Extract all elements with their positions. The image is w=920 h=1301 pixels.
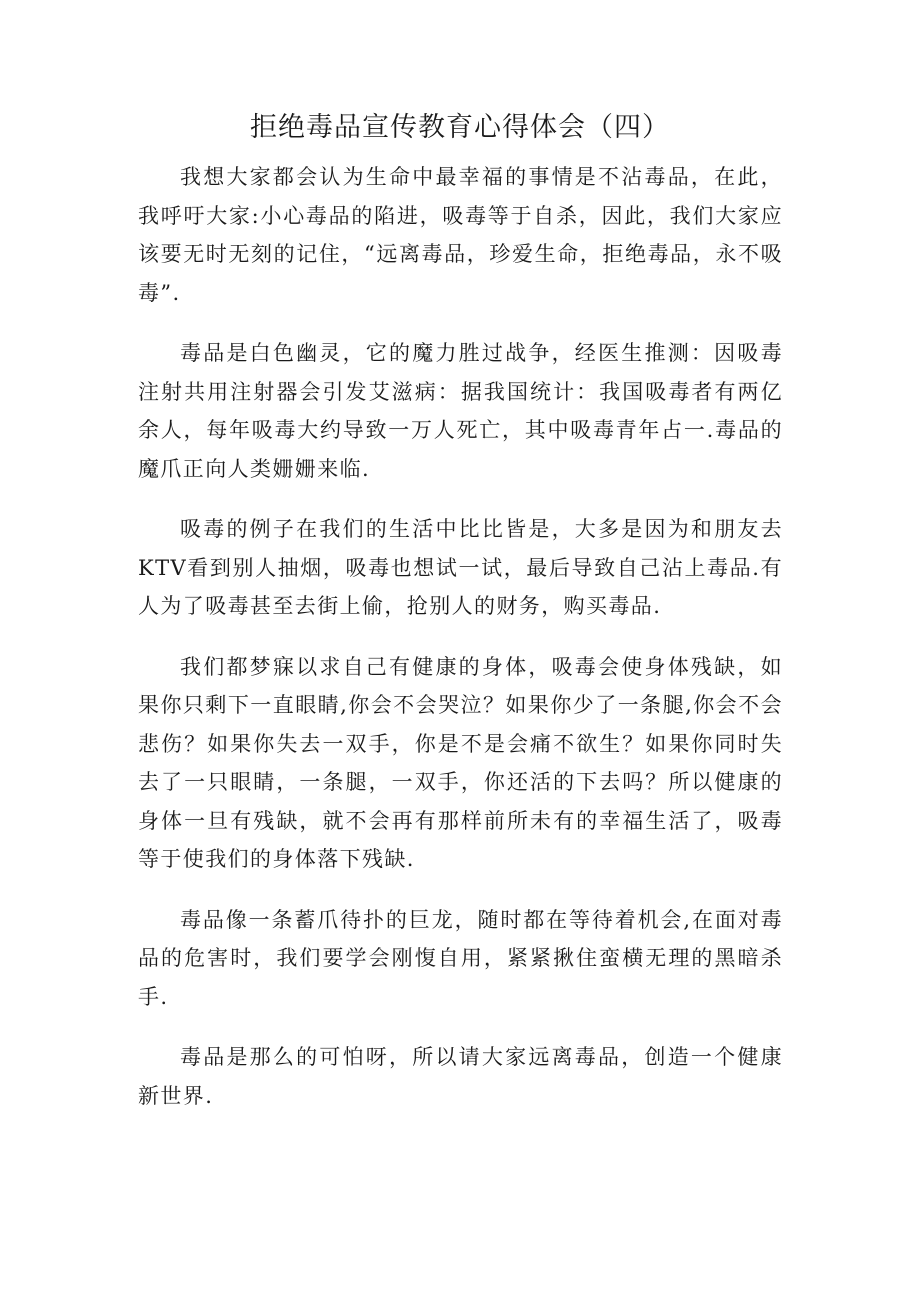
- paragraph-3: 吸毒的例子在我们的生活中比比皆是，大多是因为和朋友去KTV看到别人抽烟，吸毒也想试一试，最后导致自己沾上毒品.有人为了吸毒甚至去街上偷，抢别人的财务，购买毒品.: [138, 517, 783, 618]
- paragraph-2: 毒品是白色幽灵，它的魔力胜过战争，经医生推测：因吸毒注射共用注射器会引发艾滋病：据我国统计：我国吸毒者有两亿余人，每年吸毒大约导致一万人死亡，其中吸毒青年占一.毒品的魔爪正向人类姗姗来临.: [138, 341, 783, 481]
- paragraph-5: 毒品像一条蓄爪待扑的巨龙，随时都在等待着机会,在面对毒品的危害时，我们要学会刚愎自用，紧紧揪住蛮横无理的黑暗杀手.: [138, 907, 783, 1009]
- paragraph-1: 我想大家都会认为生命中最幸福的事情是不沾毒品，在此，我呼吁大家:小心毒品的陷进，吸毒等于自杀，因此，我们大家应该要无时无刻的记住，“远离毒品，珍爱生命，拒绝毒品，永不吸毒”.: [138, 165, 783, 305]
- document-body: [138, 158, 783, 1137]
- paragraph-6: 毒品是那么的可怕呀，所以请大家远离毒品，创造一个健康新世界.: [138, 1045, 783, 1108]
- document-title: 拒绝毒品宣传教育心得体会（四）: [250, 112, 670, 143]
- paragraph-4: 我们都梦寐以求自己有健康的身体，吸毒会使身体残缺，如果你只剩下一直眼睛,你会不会哭泣？如果你少了一条腿,你会不会悲伤？如果你失去一双手，你是不是会痛不欲生？如果你同时失去了一只眼睛，一条腿，一双手，你还活的下去吗？所以健康的身体一旦有残缺，就不会再有那样前所未有的幸福生活了，吸毒等于使我们的身体落下残缺.: [138, 654, 783, 871]
